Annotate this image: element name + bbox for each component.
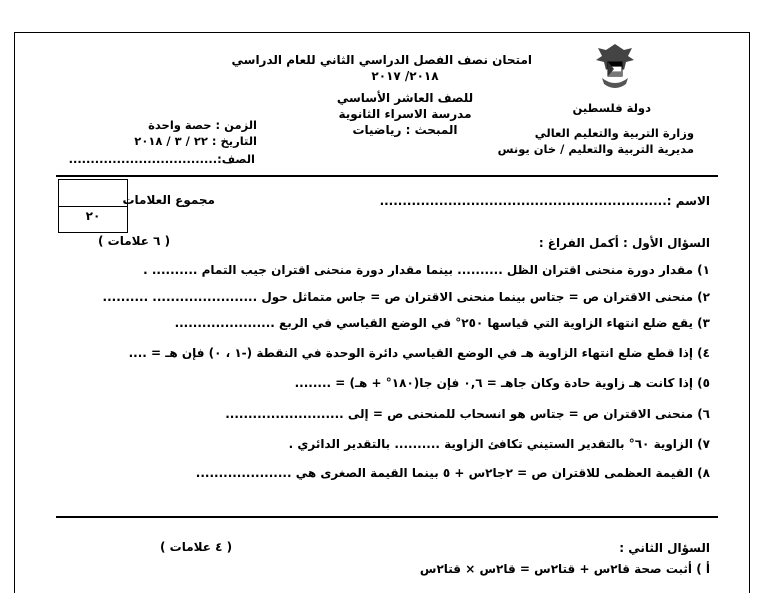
palestine-emblem-icon (592, 40, 638, 94)
state-name: دولة فلسطين (572, 101, 651, 115)
q1-item-6: ٦) منحنى الاقتران ص = جتاس هو انسحاب للمنحنى ص = إلى .......................... (225, 407, 710, 421)
exam-date: التاريخ : ٢٢ / ٣ / ٢٠١٨ (134, 134, 257, 148)
student-name-field[interactable]: الاسم :............................................................... (379, 194, 710, 208)
q1-marks: ( ٦ علامات ) (98, 234, 171, 248)
school-name: مدرسة الاسراء الثانوية (338, 107, 472, 121)
score-box-divider (59, 206, 127, 207)
q1-item-1: ١) مقدار دورة منحنى اقتران الظل .......... بينما مقدار دورة منحنى اقتران جيب التمام .......... . (143, 263, 710, 277)
q1-title: السؤال الأول : أكمل الفراغ : (538, 236, 710, 250)
q1-item-5: ٥) إذا كانت هـ زاوية حادة وكان جاهـ = ٠,٦ فإن جا(١٨٠° + هـ) = ........ (294, 376, 710, 390)
q1-item-8: ٨) القيمة العظمى للاقتران ص = ٢جا٢س + ٥ بينما القيمة الصغرى هي ..................... (195, 466, 710, 480)
q2-title: السؤال الثاني : (619, 541, 710, 555)
q2-part-a: أ ) أثبت صحة قا٢س + قتا٢س = قا٢س × قتا٢س (419, 562, 710, 576)
q1-item-7: ٧) الزاوية ٦٠° بالتقدير الستيني تكافئ الزاوية .......... بالتقدير الدائري . (288, 437, 710, 451)
q2-marks: ( ٤ علامات ) (160, 540, 233, 554)
q1-item-4: ٤) إذا قطع ضلع انتهاء الزاوية هـ في الوضع القياسي دائرة الوحدة في النقطة (-١ ، ٠) فإن هـ = .... (128, 346, 710, 360)
header-divider (56, 175, 718, 177)
total-marks-box (58, 179, 128, 233)
exam-title: امتحان نصف الفصل الدراسي الثاني للعام الدراسي (231, 53, 532, 67)
total-marks-value: ٢٠ (85, 209, 101, 223)
total-marks-label: مجموع العلامات (122, 193, 215, 207)
exam-time: الزمن : حصة واحدة (148, 118, 257, 132)
grade: للصف العاشر الأساسي (336, 91, 474, 105)
ministry-name: وزارة التربية والتعليم العالي (534, 126, 694, 140)
directorate-name: مديرية التربية والتعليم / خان يونس (497, 142, 694, 156)
q1-item-2: ٢) منحنى الاقتران ص = جتاس بينما منحنى الاقتران ص = جاس متماثل حول ....................... .......... (102, 290, 710, 304)
exam-year: ٢٠١٨/ ٢٠١٧ (371, 69, 439, 83)
section-divider (56, 516, 718, 518)
q1-item-3: ٣) يقع ضلع انتهاء الزاوية التي قياسها ٢٥٠° في الوضع القياسي في الربع ...................... (174, 316, 710, 330)
subject: المبحث : رياضيات (352, 123, 458, 137)
class-field[interactable]: الصف:.................................. (68, 152, 255, 166)
